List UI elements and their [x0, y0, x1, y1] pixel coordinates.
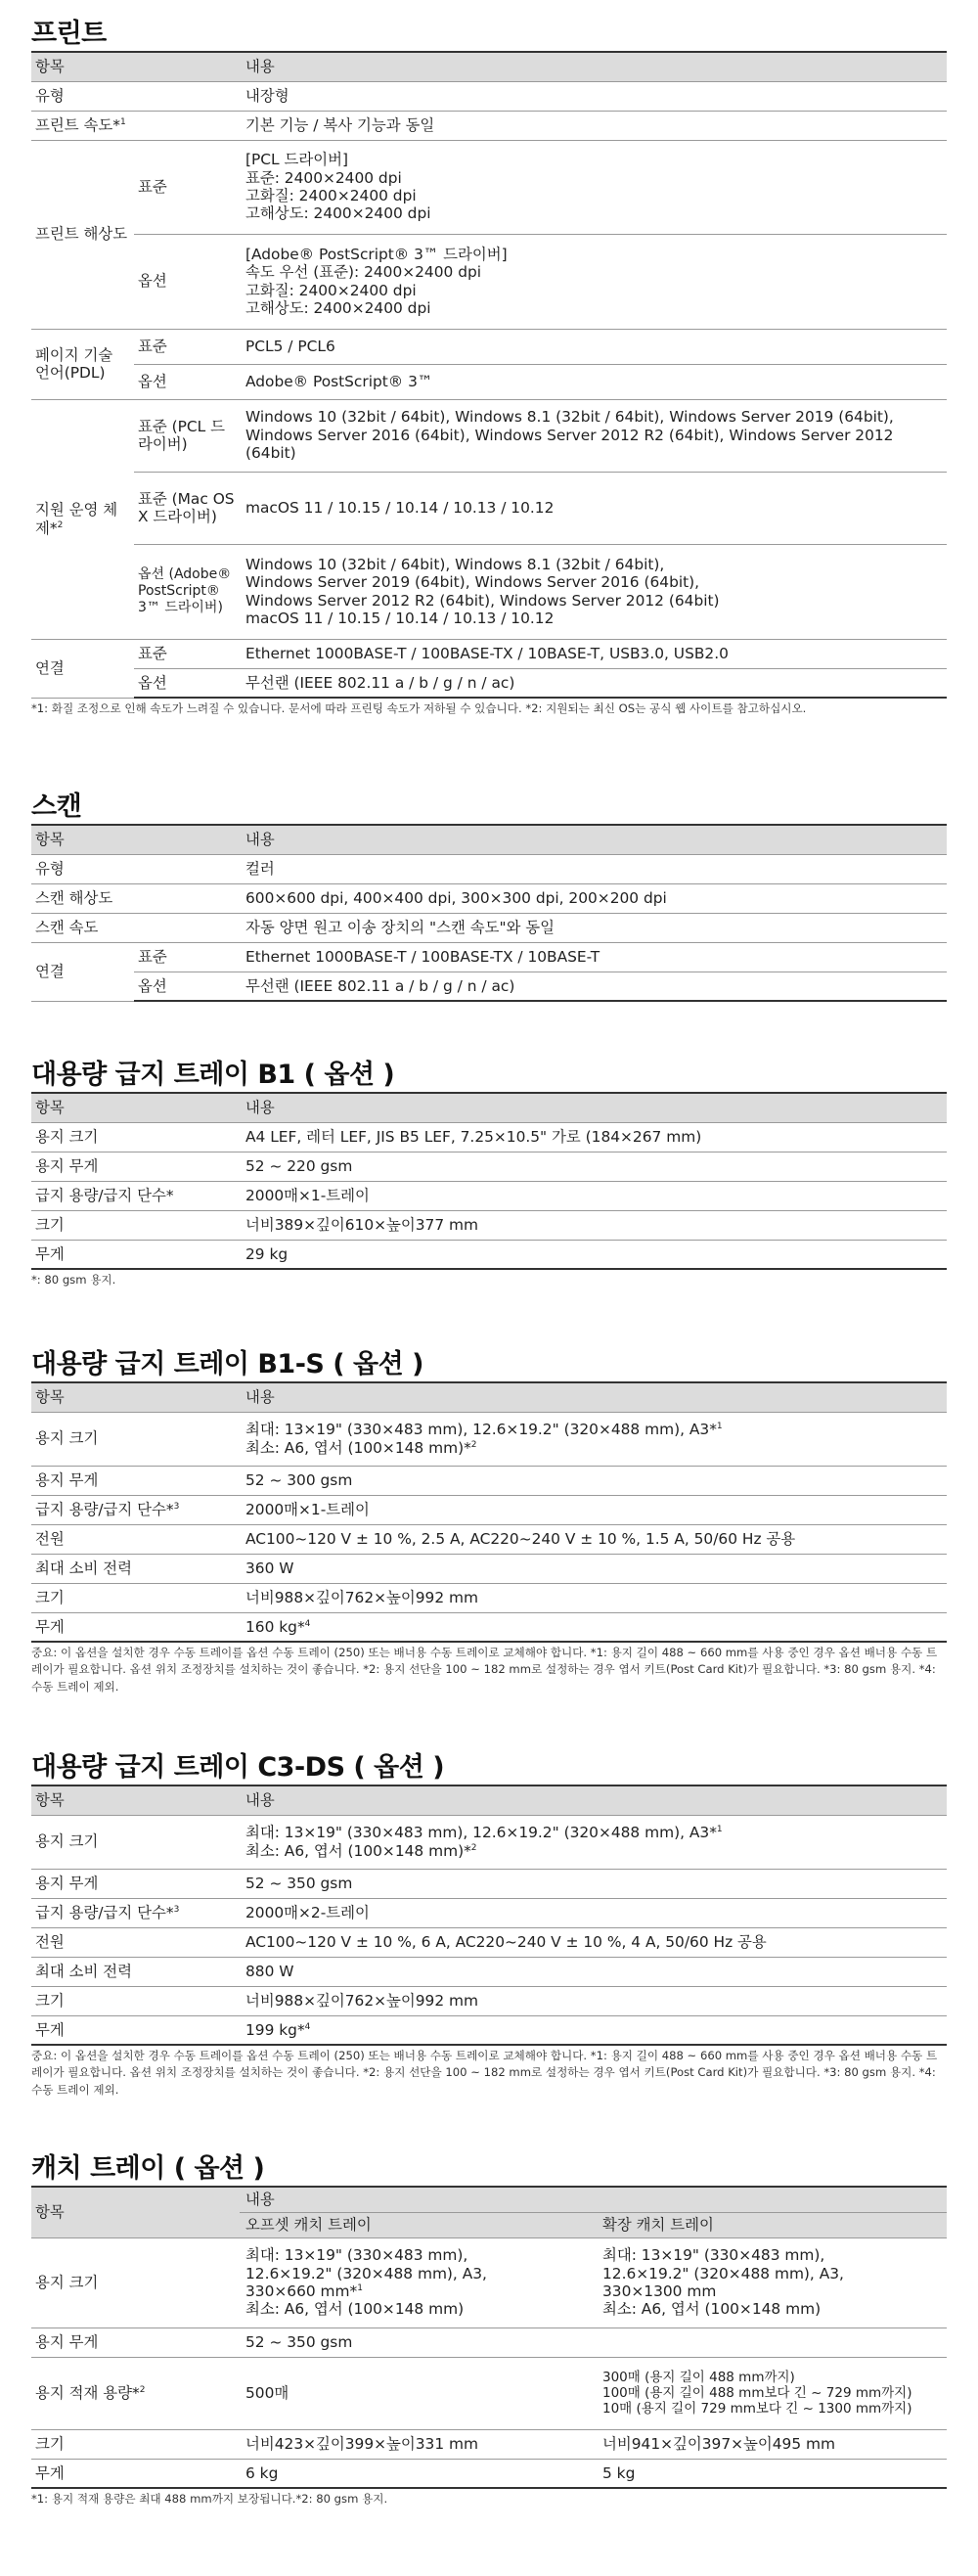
b1s-section — [31, 1348, 947, 1695]
row-value: 무선랜 (IEEE 802.11 a / b / g / n / ac) — [240, 972, 947, 1001]
row-label: 연결 — [31, 639, 134, 698]
table-row — [31, 883, 947, 913]
row-label: 급지 용량/급지 단수*$^3$ — [31, 1898, 240, 1927]
row-label: 용지 크기 — [31, 1815, 240, 1869]
header-item: 항목 — [31, 1785, 240, 1815]
row-sublabel: 표준 — [134, 329, 240, 364]
table-row — [31, 111, 947, 140]
row-value: 최대: 13×19" (330×483 mm), 12.6×19.2" (320×488 mm), A3*$^1$ 최소: A6, 엽서 (100×148 mm)*$^2$ — [240, 1412, 947, 1466]
table-row — [31, 2357, 947, 2429]
header-item: 항목 — [31, 1382, 240, 1412]
table-row — [31, 913, 947, 942]
row-value: Adobe® PostScript® 3™ — [240, 364, 947, 399]
print-section — [31, 18, 947, 717]
table-header-row — [31, 1093, 947, 1122]
row-value: [Adobe® PostScript® 3™ 드라이버] 속도 우선 (표준): 2400×2400 dpi 고화질: 2400×2400 dpi 고해상도: 2400×2400 dpi — [240, 234, 947, 329]
row-value-offset: 6 kg — [240, 2459, 597, 2488]
row-value: 160 kg*$^4$ — [240, 1612, 947, 1642]
table-row — [31, 1927, 947, 1957]
table-row — [31, 942, 947, 972]
c3ds-section-title: 대용량 급지 트레이 C3-DS ( 옵션 ) — [31, 1752, 445, 1783]
b1-section-title: 대용량 급지 트레이 B1 ( 옵션 ) — [31, 1060, 395, 1090]
row-label: 스캔 속도 — [31, 913, 240, 942]
row-value: 2000매×2-트레이 — [240, 1898, 947, 1927]
table-row — [31, 140, 947, 234]
row-label: 프린트 속도*$^1$ — [31, 111, 240, 140]
table-row — [31, 399, 947, 472]
row-value: 880 W — [240, 1957, 947, 1986]
row-label: 크기 — [31, 1986, 240, 2015]
row-label: 지원 운영 체제*$^2$ — [31, 399, 134, 639]
catch-section — [31, 2152, 947, 2508]
row-value-offset: 너비423×깊이399×높이331 mm — [240, 2429, 597, 2459]
row-label: 크기 — [31, 2429, 240, 2459]
header-col-offset: 오프셋 캐치 트레이 — [240, 2212, 597, 2237]
row-value: 너비988×깊이762×높이992 mm — [240, 1986, 947, 2015]
row-value: 52 ~ 350 gsm — [240, 1869, 947, 1898]
row-value-ext: 300매 (용지 길이 488 mm까지) 100매 (용지 길이 488 mm보다 긴 ~ 729 mm까지) 10매 (용지 길이 729 mm보다 긴 ~ 1300 mm까지) — [597, 2357, 947, 2429]
row-label: 페이지 기술 언어(PDL) — [31, 329, 134, 399]
row-label: 급지 용량/급지 단수*$^3$ — [31, 1495, 240, 1524]
row-value: AC100~120 V ± 10 %, 2.5 A, AC220~240 V ± 10 %, 1.5 A, 50/60 Hz 공용 — [240, 1524, 947, 1554]
table-row — [31, 668, 947, 698]
table-row — [31, 1583, 947, 1612]
table-row — [31, 1869, 947, 1898]
table-row — [31, 1554, 947, 1583]
row-value-ext: 5 kg — [597, 2459, 947, 2488]
table-row — [31, 854, 947, 883]
row-value: 컬러 — [240, 854, 947, 883]
row-value: 600×600 dpi, 400×400 dpi, 300×300 dpi, 200×200 dpi — [240, 883, 947, 913]
row-label: 크기 — [31, 1583, 240, 1612]
row-value: Ethernet 1000BASE-T / 100BASE-TX / 10BASE-T, USB3.0, USB2.0 — [240, 639, 947, 668]
row-value: A4 LEF, 레터 LEF, JIS B5 LEF, 7.25×10.5" 가로 (184×267 mm) — [240, 1122, 947, 1152]
table-row — [31, 1122, 947, 1152]
row-value: 2000매×1-트레이 — [240, 1495, 947, 1524]
row-label: 무게 — [31, 1240, 240, 1269]
table-row — [31, 2459, 947, 2488]
row-label: 프린트 해상도 — [31, 140, 134, 329]
row-value: Windows 10 (32bit / 64bit), Windows 8.1 (32bit / 64bit), Windows Server 2019 (64bit), Windows Server 2016 (64bit), Windows Server 2012 R2 (64bit), Windows Server 2012 (64bit) — [240, 399, 947, 472]
table-header-row — [31, 825, 947, 854]
header-content: 내용 — [240, 1382, 947, 1412]
table-row — [31, 1466, 947, 1495]
row-label: 유형 — [31, 81, 240, 111]
row-label: 무게 — [31, 1612, 240, 1642]
row-label: 무게 — [31, 2015, 240, 2045]
table-row — [31, 1495, 947, 1524]
row-sublabel: 옵션 — [134, 364, 240, 399]
b1s-section-title: 대용량 급지 트레이 B1-S ( 옵션 ) — [31, 1349, 423, 1379]
print-section-title: 프린트 — [31, 19, 107, 49]
scan-section — [31, 791, 947, 1002]
table-row — [31, 2327, 947, 2357]
row-value-ext: 최대: 13×19" (330×483 mm), 12.6×19.2" (320×488 mm), A3, 330×1300 mm 최소: A6, 엽서 (100×148 mm) — [597, 2237, 947, 2327]
table-row — [31, 472, 947, 544]
row-value-offset: 최대: 13×19" (330×483 mm), 12.6×19.2" (320×488 mm), A3, 330×660 mm*$^1$ 최소: A6, 엽서 (100×148 mm) — [240, 2237, 597, 2327]
print-footnote: *1: 화질 조정으로 인해 속도가 느려질 수 있습니다. 문서에 따라 프린팅 속도가 저하될 수 있습니다. *2: 지원되는 최신 OS는 공식 웹 사이트를 참고하십시오. — [31, 701, 807, 715]
table-row — [31, 329, 947, 364]
b1-section — [31, 1059, 947, 1288]
row-label: 용지 크기 — [31, 1122, 240, 1152]
table-row — [31, 1152, 947, 1181]
table-header-row — [31, 52, 947, 81]
table-header-row — [31, 2187, 947, 2212]
header-content: 내용 — [240, 2187, 947, 2212]
table-row — [31, 639, 947, 668]
row-value: macOS 11 / 10.15 / 10.14 / 10.13 / 10.12 — [240, 472, 947, 544]
header-content: 내용 — [240, 825, 947, 854]
table-row — [31, 81, 947, 111]
table-row — [31, 1815, 947, 1869]
row-value: 자동 양면 원고 이송 장치의 "스캔 속도"와 동일 — [240, 913, 947, 942]
table-row — [31, 1898, 947, 1927]
table-row — [31, 1986, 947, 2015]
row-label: 연결 — [31, 942, 134, 1001]
header-content: 내용 — [240, 1785, 947, 1815]
row-label: 용지 무게 — [31, 1152, 240, 1181]
row-value-ext: 너비941×깊이397×높이495 mm — [597, 2429, 947, 2459]
table-row — [31, 1181, 947, 1210]
row-label: 크기 — [31, 1210, 240, 1240]
row-value: 내장형 — [240, 81, 947, 111]
b1-spec-table — [31, 1092, 947, 1270]
row-value: [PCL 드라이버] 표준: 2400×2400 dpi 고화질: 2400×2400 dpi 고해상도: 2400×2400 dpi — [240, 140, 947, 234]
row-sublabel: 표준 (PCL 드라이버) — [134, 399, 240, 472]
c3ds-section — [31, 1751, 947, 2099]
row-value: 너비988×깊이762×높이992 mm — [240, 1583, 947, 1612]
table-row — [31, 1412, 947, 1466]
header-item: 항목 — [31, 825, 240, 854]
row-value: AC100~120 V ± 10 %, 6 A, AC220~240 V ± 10 %, 4 A, 50/60 Hz 공용 — [240, 1927, 947, 1957]
b1s-spec-table — [31, 1381, 947, 1643]
row-label: 용지 무게 — [31, 1466, 240, 1495]
row-sublabel: 옵션 (Adobe® PostScript® 3™ 드라이버) — [134, 544, 240, 639]
scan-section-title: 스캔 — [31, 791, 82, 822]
row-sublabel: 옵션 — [134, 668, 240, 698]
row-label: 최대 소비 전력 — [31, 1957, 240, 1986]
table-row — [31, 1957, 947, 1986]
row-label: 급지 용량/급지 단수* — [31, 1181, 240, 1210]
table-row — [31, 2237, 947, 2327]
row-value: 29 kg — [240, 1240, 947, 1269]
row-label: 전원 — [31, 1524, 240, 1554]
row-value: 52 ~ 220 gsm — [240, 1152, 947, 1181]
row-sublabel: 옵션 — [134, 234, 240, 329]
row-value: 52 ~ 350 gsm — [240, 2327, 947, 2357]
row-value: 2000매×1-트레이 — [240, 1181, 947, 1210]
header-item: 항목 — [31, 1093, 240, 1122]
row-value: 너비389×깊이610×높이377 mm — [240, 1210, 947, 1240]
scan-spec-table — [31, 824, 947, 1002]
row-label: 전원 — [31, 1927, 240, 1957]
row-value-offset: 500매 — [240, 2357, 597, 2429]
row-label: 유형 — [31, 854, 240, 883]
table-row — [31, 1612, 947, 1642]
table-row — [31, 972, 947, 1001]
row-sublabel: 옵션 — [134, 972, 240, 1001]
print-spec-table — [31, 51, 947, 699]
c3ds-footnote: 중요: 이 옵션을 설치한 경우 수동 트레이를 옵션 수동 트레이 (250) 또는 배너용 수동 트레이로 교체해야 합니다. *1: 용지 길이 488 ~ 660 mm를 사용 중인 경우 옵션 배너용 수동 트레이가 필요합니다. 옵션 위치 조정장치를 설치하는 것이 좋습니다. *2: 용지 선단을 100 ~ 182 mm로 설정하는 경우 엽서 키트(Post Card Kit)가 필요합니다. *3: 80 gsm 용지. *4: 수동 트레이 제외. — [31, 2049, 938, 2097]
table-row — [31, 2015, 947, 2045]
header-item: 항목 — [31, 52, 240, 81]
row-value: 199 kg*$^4$ — [240, 2015, 947, 2045]
row-label: 용지 적재 용량*$^2$ — [31, 2357, 240, 2429]
row-value: Windows 10 (32bit / 64bit), Windows 8.1 (32bit / 64bit), Windows Server 2019 (64bit), Windows Server 2016 (64bit), Windows Server 2012 R2 (64bit), Windows Server 2012 (64bit) macOS 11 / 10.15 / 10.14 / 10.13 / 10.12 — [240, 544, 947, 639]
row-value: Ethernet 1000BASE-T / 100BASE-TX / 10BASE-T — [240, 942, 947, 972]
b1-footnote: *: 80 gsm 용지. — [31, 1273, 116, 1287]
row-value: 무선랜 (IEEE 802.11 a / b / g / n / ac) — [240, 668, 947, 698]
header-item: 항목 — [31, 2187, 240, 2237]
row-value: PCL5 / PCL6 — [240, 329, 947, 364]
row-sublabel: 표준 — [134, 639, 240, 668]
table-row — [31, 2429, 947, 2459]
table-row — [31, 1210, 947, 1240]
catch-section-title: 캐치 트레이 ( 옵션 ) — [31, 2153, 265, 2184]
row-label: 용지 크기 — [31, 1412, 240, 1466]
row-sublabel: 표준 — [134, 942, 240, 972]
row-label: 무게 — [31, 2459, 240, 2488]
row-label: 용지 크기 — [31, 2237, 240, 2327]
row-sublabel: 표준 — [134, 140, 240, 234]
row-label: 최대 소비 전력 — [31, 1554, 240, 1583]
row-value: 52 ~ 300 gsm — [240, 1466, 947, 1495]
table-row — [31, 1524, 947, 1554]
table-row — [31, 234, 947, 329]
catch-footnote: *1: 용지 적재 용량은 최대 488 mm까지 보장됩니다.*2: 80 gsm 용지. — [31, 2492, 388, 2506]
catch-spec-table — [31, 2186, 947, 2489]
table-header-row — [31, 1382, 947, 1412]
b1s-footnote: 중요: 이 옵션을 설치한 경우 수동 트레이를 옵션 수동 트레이 (250) 또는 배너용 수동 트레이로 교체해야 합니다. *1: 용지 길이 488 ~ 660 mm를 사용 중인 경우 옵션 배너용 수동 트레이가 필요합니다. 옵션 위치 조정장치를 설치하는 것이 좋습니다. *2: 용지 선단을 100 ~ 182 mm로 설정하는 경우 엽서 키트(Post Card Kit)가 필요합니다. *3: 80 gsm 용지. *4: 수동 트레이 제외. — [31, 1646, 938, 1694]
header-content: 내용 — [240, 52, 947, 81]
row-value: 기본 기능 / 복사 기능과 동일 — [240, 111, 947, 140]
header-col-ext: 확장 캐치 트레이 — [597, 2212, 947, 2237]
row-value: 최대: 13×19" (330×483 mm), 12.6×19.2" (320×488 mm), A3*$^1$ 최소: A6, 엽서 (100×148 mm)*$^2$ — [240, 1815, 947, 1869]
header-content: 내용 — [240, 1093, 947, 1122]
table-row — [31, 364, 947, 399]
row-value: 360 W — [240, 1554, 947, 1583]
row-label: 용지 무게 — [31, 1869, 240, 1898]
c3ds-spec-table — [31, 1785, 947, 2046]
table-row — [31, 544, 947, 639]
row-sublabel: 표준 (Mac OS X 드라이버) — [134, 472, 240, 544]
table-header-row — [31, 1785, 947, 1815]
table-row — [31, 1240, 947, 1269]
row-label: 용지 무게 — [31, 2327, 240, 2357]
row-label: 스캔 해상도 — [31, 883, 240, 913]
